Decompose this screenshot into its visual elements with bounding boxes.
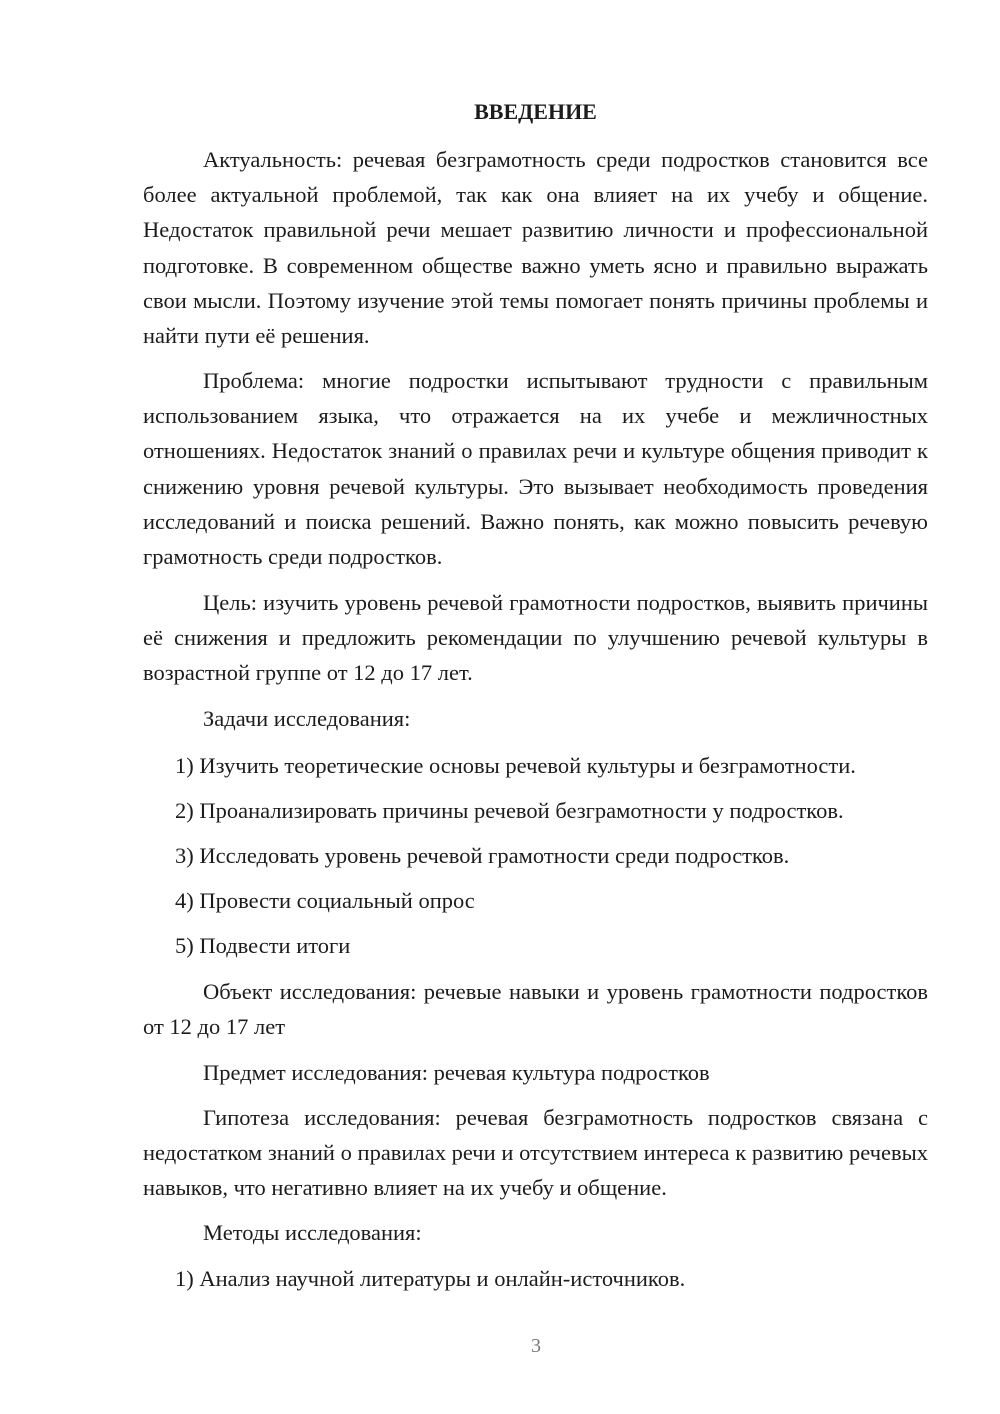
goal-paragraph: Цель: изучить уровень речевой грамотности подростков, выявить причины её снижения и предложить рекомендации по улучшению речевой культуры в возрастной группе от 12 до 17 лет. <box>143 590 928 686</box>
relevance-paragraph: Актуальность: речевая безграмотность среди подростков становится все более актуальной проблемой, так как она влияет на их учебу и общение. Недостаток правильной речи мешает развитию личности и профессиональной подготовке. В современном обществе важно уметь ясно и правильно выражать свои мысли. Поэтому изучение этой темы помогает понять причины проблемы и найти пути её решения. <box>143 147 928 349</box>
task-item-2: 2) Проанализировать причины речевой безграмотности у подростков. <box>175 798 844 823</box>
page-number: 3 <box>531 1335 541 1357</box>
task-item-4: 4) Провести социальный опрос <box>175 888 475 913</box>
method-item-1: 1) Анализ научной литературы и онлайн-источников. <box>175 1266 686 1291</box>
task-item-1: 1) Изучить теоретические основы речевой культуры и безграмотности. <box>175 753 856 778</box>
problem-paragraph: Проблема: многие подростки испытывают трудности с правильным использованием языка, что отражается на их учебе и межличностных отношениях. Недостаток знаний о правилах речи и культуре общения приводит к снижению уровня речевой культуры. Это вызывает необходимость проведения исследований и поиска решений. Важно понять, как можно повысить речевую грамотность среди подростков. <box>143 368 928 570</box>
hypothesis-paragraph: Гипотеза исследования: речевая безграмотность подростков связана с недостатком знаний о правилах речи и отсутствием интереса к развитию речевых навыков, что негативно влияет на их учебу и общение. <box>143 1105 928 1201</box>
tasks-heading: Задачи исследования: <box>203 706 411 731</box>
subject-paragraph: Предмет исследования: речевая культура подростков <box>203 1060 710 1085</box>
object-paragraph: Объект исследования: речевые навыки и уровень грамотности подростков от 12 до 17 лет <box>143 979 928 1040</box>
task-item-5: 5) Подвести итоги <box>175 933 351 958</box>
section-title: ВВЕДЕНИЕ <box>474 99 597 124</box>
methods-heading: Методы исследования: <box>203 1220 422 1245</box>
task-item-3: 3) Исследовать уровень речевой грамотности среди подростков. <box>175 843 790 868</box>
